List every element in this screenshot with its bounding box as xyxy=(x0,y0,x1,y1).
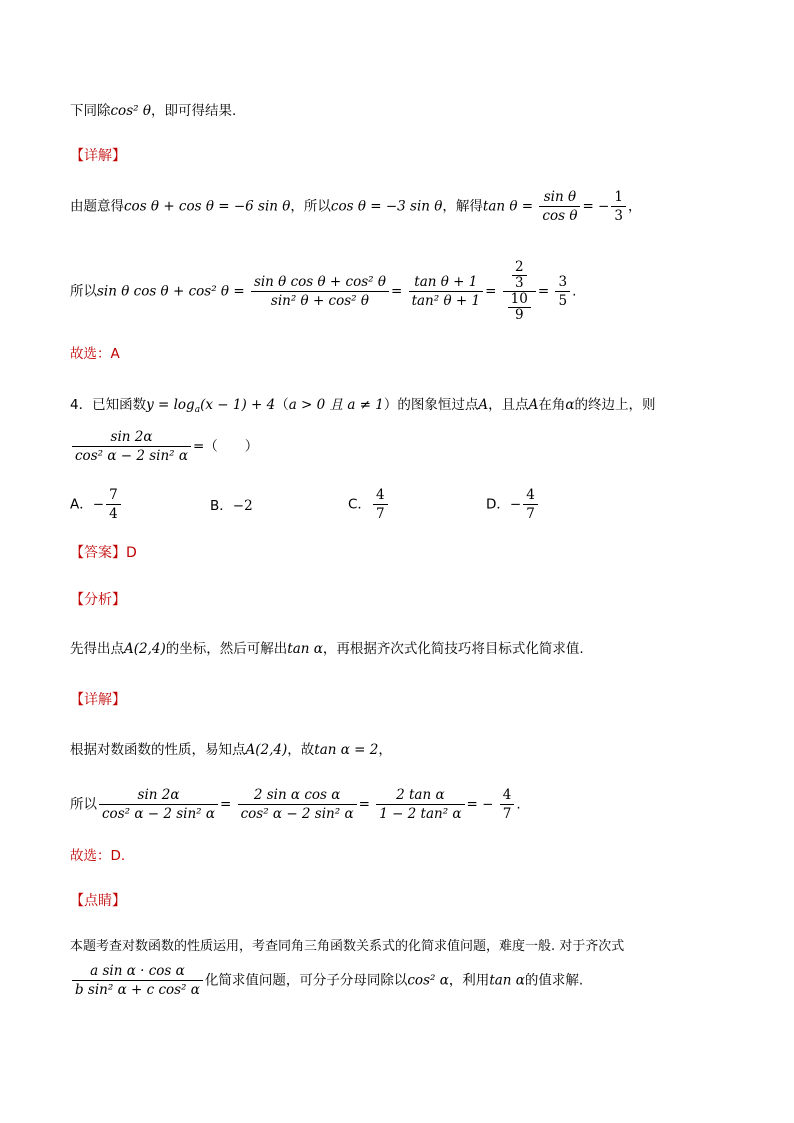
text-segment: ，且点 xyxy=(488,397,529,413)
prev-detail-line-2 xyxy=(70,260,576,323)
fraction xyxy=(409,273,483,310)
answer-label: 【答案】 xyxy=(70,545,126,561)
fraction-denominator: 9 xyxy=(514,307,524,323)
text-segment: ， xyxy=(627,198,642,215)
question-4-line-1 xyxy=(70,395,655,415)
fraction xyxy=(508,292,531,323)
compound-numerator xyxy=(503,260,536,292)
option-letter: D． xyxy=(486,496,510,513)
math-expression: (x − 1) + 4 xyxy=(200,397,276,413)
fraction-numerator: 2 tan α xyxy=(376,786,464,805)
option-c[interactable] xyxy=(348,486,390,523)
fraction xyxy=(373,486,388,523)
answer-blank: =（ ） xyxy=(192,438,259,455)
fraction xyxy=(106,486,121,523)
fraction xyxy=(523,486,538,523)
fraction xyxy=(251,273,389,310)
fraction-numerator: sin θ xyxy=(539,188,580,207)
fraction-denominator: cos² α − 2 sin² α xyxy=(102,806,215,822)
math-expression: tan α xyxy=(489,972,525,989)
math-expression: cos θ + cos θ = −6 sin θ xyxy=(124,198,291,215)
text-segment: ，利用 xyxy=(448,972,490,989)
text-segment: 的值求解. xyxy=(524,972,584,989)
comment-line-1: 本题考查对数函数的性质运用，考查同角三角函数关系式的化简求值问题，难度一般. 对于齐次式 xyxy=(70,939,625,954)
text-segment: ，再根据齐次式化简技巧将目标式化简求值. xyxy=(322,641,584,657)
text-segment: 在角 xyxy=(538,397,566,413)
math-expression: = − xyxy=(582,198,610,215)
text-segment: ， xyxy=(378,742,392,758)
option-sign: − xyxy=(92,496,105,513)
fraction-denominator: tan² θ + 1 xyxy=(411,293,481,309)
text-segment: 根据对数函数的性质，易知点 xyxy=(70,742,246,758)
detail-answer: 故选：D. xyxy=(70,848,126,864)
fraction-numerator: 4 xyxy=(523,486,538,505)
text-segment: （ xyxy=(275,397,289,413)
option-letter: C． xyxy=(348,496,371,513)
math-expression: = xyxy=(219,796,232,813)
prev-detail-line-1 xyxy=(70,188,641,225)
option-letter: A． xyxy=(70,496,93,513)
fraction xyxy=(72,428,191,465)
text-segment: 下同除 xyxy=(70,103,111,119)
answer-value: D xyxy=(126,545,137,561)
text-segment: 的图象恒过点 xyxy=(397,397,479,413)
analysis-label: 【分析】 xyxy=(70,592,126,608)
prev-answer: 故选：A xyxy=(70,346,120,362)
fraction-numerator: 10 xyxy=(508,292,531,308)
text-segment: ，即可得结果. xyxy=(150,103,237,119)
math-expression: sin θ cos θ + cos² θ = xyxy=(97,283,245,300)
math-subscript: a xyxy=(194,405,201,415)
fraction xyxy=(99,786,218,823)
top-continuation-line xyxy=(70,101,236,121)
fraction-numerator: 2 xyxy=(512,260,527,276)
math-expression: = xyxy=(537,283,550,300)
math-expression: cos² θ xyxy=(110,103,151,119)
text-segment: 所以 xyxy=(70,283,97,300)
fraction-denominator: 5 xyxy=(558,293,568,309)
text-segment: ） xyxy=(383,397,398,413)
math-expression: = xyxy=(485,283,497,300)
math-expression: tan θ = xyxy=(482,198,534,215)
fraction-denominator: cos² α − 2 sin² α xyxy=(75,448,188,464)
math-expression: cos² α xyxy=(407,972,449,989)
fraction xyxy=(376,786,464,823)
fraction-denominator: 7 xyxy=(502,806,512,822)
fraction-denominator: 3 xyxy=(514,275,524,291)
fraction-denominator: b sin² α + c cos² α xyxy=(75,982,200,998)
option-value: −2 xyxy=(232,498,253,514)
text-segment: 由题意得 xyxy=(70,198,124,215)
analysis-text xyxy=(70,639,584,659)
prev-detail-label: 【详解】 xyxy=(70,148,126,164)
text-segment: 所以 xyxy=(70,796,97,813)
detail-label: 【详解】 xyxy=(70,692,126,708)
detail-line-2 xyxy=(70,786,521,823)
fraction xyxy=(539,188,580,225)
question-4-line-2 xyxy=(70,428,258,465)
text-segment: 化简求值问题，可分子分母同除以 xyxy=(204,972,408,989)
math-expression: α xyxy=(565,397,575,413)
fraction-numerator: sin 2α xyxy=(72,428,191,447)
fraction-numerator: 4 xyxy=(373,486,388,505)
fraction-denominator: 3 xyxy=(614,208,623,224)
math-expression: = xyxy=(358,796,370,813)
text-segment: 已知函数 xyxy=(92,397,147,413)
fraction xyxy=(238,786,357,823)
fraction xyxy=(611,188,626,225)
text-segment: . xyxy=(516,796,521,813)
fraction-denominator: sin² θ + cos² θ xyxy=(270,293,370,309)
comment-line-2 xyxy=(70,962,583,999)
text-segment: ，所以 xyxy=(290,198,331,215)
question-4-options xyxy=(70,486,710,526)
fraction xyxy=(555,273,570,310)
fraction-denominator: cos θ xyxy=(542,208,578,224)
math-expression: tan α = 2 xyxy=(314,742,379,758)
fraction-numerator: 4 xyxy=(500,786,515,805)
text-segment: 的坐标，然后可解出 xyxy=(165,641,288,657)
fraction-numerator: 2 sin α cos α xyxy=(238,786,357,805)
option-sign: − xyxy=(509,496,522,513)
math-expression: = xyxy=(390,283,403,300)
math-expression: tan α xyxy=(287,641,323,657)
math-expression: A xyxy=(478,397,489,413)
text-segment: 的终边上，则 xyxy=(574,397,656,413)
math-expression: y = log xyxy=(146,397,195,413)
math-expression: = − xyxy=(466,796,494,813)
fraction-numerator: tan θ + 1 xyxy=(409,273,483,292)
fraction-numerator: 1 xyxy=(611,188,626,207)
fraction xyxy=(512,260,527,291)
text-segment: ，故 xyxy=(287,742,315,758)
option-d[interactable] xyxy=(486,486,540,523)
detail-line-1 xyxy=(70,740,392,760)
math-expression: A(2,4) xyxy=(245,742,288,758)
compound-denominator xyxy=(503,292,536,323)
fraction-numerator: sin θ cos θ + cos² θ xyxy=(251,273,389,292)
option-a[interactable] xyxy=(70,486,123,523)
answer-line xyxy=(70,543,137,563)
fraction-denominator: 1 − 2 tan² α xyxy=(379,806,462,822)
option-b[interactable] xyxy=(210,496,253,516)
fraction-numerator: 3 xyxy=(555,273,570,292)
question-number: 4． xyxy=(70,397,93,413)
fraction xyxy=(72,962,203,999)
text-segment: ，解得 xyxy=(442,198,483,215)
fraction-denominator: 4 xyxy=(109,506,118,522)
math-expression: A(2,4) xyxy=(124,641,166,657)
comment-label: 【点睛】 xyxy=(70,893,126,909)
fraction-numerator: a sin α · cos α xyxy=(72,962,203,981)
text-segment: . xyxy=(572,283,577,300)
fraction-denominator: 7 xyxy=(526,506,535,522)
math-expression: A xyxy=(528,397,539,413)
fraction-denominator: cos² α − 2 sin² α xyxy=(240,806,354,822)
compound-fraction xyxy=(503,260,536,323)
text-segment: 先得出点 xyxy=(70,641,124,657)
option-letter: B． xyxy=(210,498,233,514)
math-expression: cos θ = −3 sin θ xyxy=(330,198,443,215)
fraction xyxy=(500,786,515,823)
fraction-numerator: 7 xyxy=(106,486,121,505)
fraction-denominator: 7 xyxy=(375,506,385,522)
math-expression: a > 0 且 a ≠ 1 xyxy=(288,397,384,413)
fraction-numerator: sin 2α xyxy=(99,786,218,805)
